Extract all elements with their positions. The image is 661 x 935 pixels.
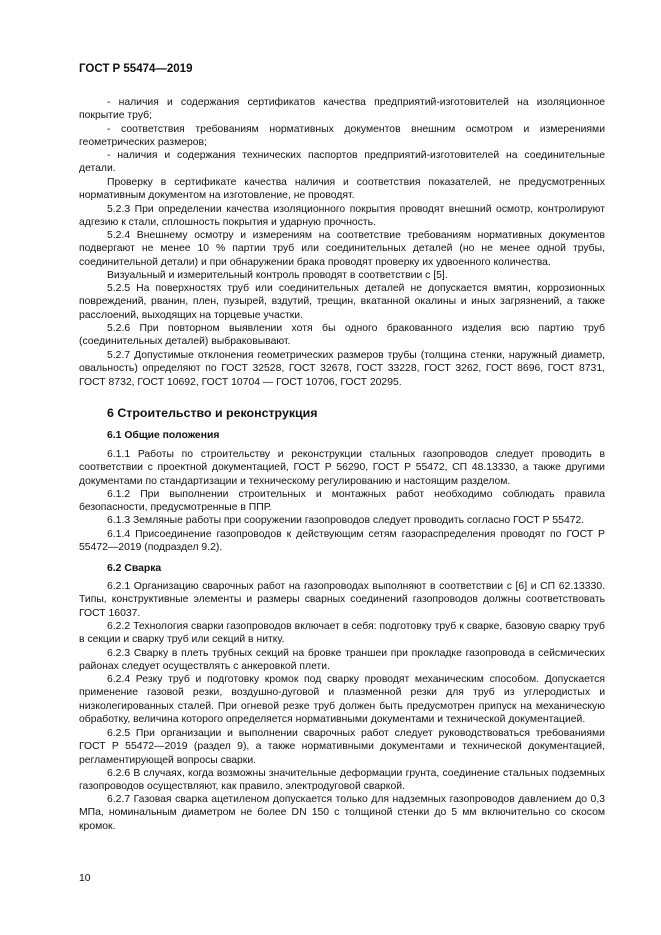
paragraph: 5.2.3 При определении качества изоляционного покрытия проводят внешний осмотр, контролируют адгезию к стали, сплошность покрытия и ударную прочность. — [79, 204, 605, 229]
page-number: 10 — [79, 873, 91, 884]
paragraph: 6.2.4 Резку труб и подготовку кромок под сварку проводят механическим способом. Допускается применение газовой резки, воздушно-дуговой и плазменной резки для труб из углеродистых и низколегированных сталей. При огневой резке труб должен быть предусмотрен припуск на механическую обработку, величина которого определяется нормативными документами и технической документацией. — [79, 674, 605, 726]
paragraph: 6.1.3 Земляные работы при сооружении газопроводов следует проводить согласно ГОСТ Р 55472. — [107, 515, 585, 526]
paragraph: 6.2.6 В случаях, когда возможны значительные деформации грунта, соединение стальных подземных газопроводов осуществляют, как правило, электродуговой сваркой. — [79, 768, 605, 793]
paragraph: 5.2.6 При повторном выявлении хотя бы одного бракованного изделия всю партию труб (соединительных деталей) выбраковывают. — [79, 323, 605, 348]
paragraph: 5.2.5 На поверхностях труб или соединительных деталей не допускается вмятин, коррозионных повреждений, рванин, плен, пузырей, вздутий, трещин, вкатанной окалины и иных загрязнений, а также расслоений, выходящих на торцевые участки. — [79, 283, 605, 321]
paragraph: 5.2.4 Внешнему осмотру и измерениям на соответствие требованиям нормативных документов подвергают не менее 10 % партии труб или соединительных деталей (но не менее одной трубы, соединительной детали) и при обнаружении брака проводят проверку их удвоенного количества. — [79, 230, 605, 268]
paragraph: 6.2.2 Технология сварки газопроводов включает в себя: подготовку труб к сварке, базовую сварку труб в секции и сварку труб или секций в нитку. — [79, 621, 605, 646]
subsection-title: 6.1 Общие положения — [107, 430, 220, 441]
paragraph: 6.1.1 Работы по строительству и реконструкции стальных газопроводов следует проводить в соответствии с проектной документацией, ГОСТ Р 56290, ГОСТ Р 55472, СП 48.13330, а также другими документами по стандартизации и техническому регулированию и настоящим разделом. — [79, 449, 605, 487]
paragraph: 5.2.7 Допустимые отклонения геометрических размеров трубы (толщина стенки, наружный диаметр, овальность) определяют по ГОСТ 32528, ГОСТ 32678, ГОСТ 33228, ГОСТ 3262, ГОСТ 8696, ГОСТ 8731, ГОСТ 8732, ГОСТ 10692, ГОСТ 10704 — ГОСТ 10706, ГОСТ 20295. — [79, 350, 605, 388]
paragraph: - наличия и содержания технических паспортов предприятий-изготовителей на соединительные детали. — [79, 150, 605, 175]
document-header: ГОСТ Р 55474—2019 — [79, 63, 193, 75]
section-title: 6 Строительство и реконструкция — [107, 406, 318, 420]
paragraph: - соответствия требованиям нормативных документов внешним осмотром и измерениями геометрических размеров; — [79, 124, 605, 149]
paragraph: 6.2.1 Организацию сварочных работ на газопроводах выполняют в соответствии с [6] и СП 62.13330. Типы, конструктивные элементы и размеры сварных соединений газопроводов должны соответствовать ГОСТ 16037. — [79, 581, 605, 619]
paragraph: - наличия и содержания сертификатов качества предприятий-изготовителей на изоляционное покрытие труб; — [79, 97, 605, 122]
paragraph: 6.1.2 При выполнении строительных и монтажных работ необходимо соблюдать правила безопасности, предусмотренные в ППР. — [79, 489, 605, 514]
paragraph: Проверку в сертификате качества наличия и соответствия показателей, не предусмотренных нормативным документом на изготовление, не проводят. — [79, 177, 605, 202]
paragraph: 6.2.7 Газовая сварка ацетиленом допускается только для надземных газопроводов давлением до 0,3 МПа, номинальным диаметром не более DN 150 с толщиной стенки до 5 мм включительно со скосом кромок. — [79, 794, 605, 832]
paragraph: 6.1.4 Присоединение газопроводов к действующим сетям газораспределения проводят по ГОСТ Р 55472—2019 (подраздел 9.2). — [79, 529, 605, 554]
paragraph: 6.2.3 Сварку в плеть трубных секций на бровке траншеи при прокладке газопровода в сейсмических районах следует осуществлять с анкеровкой плети. — [79, 648, 605, 673]
paragraph: 6.2.5 При организации и выполнении сварочных работ следует руководствоваться требованиями ГОСТ Р 55472—2019 (раздел 9), а также нормативными документами и технической документацией, регламентирующей вопросы сварки. — [79, 728, 605, 766]
paragraph: Визуальный и измерительный контроль проводят в соответствии с [5]. — [107, 270, 448, 281]
subsection-title: 6.2 Сварка — [107, 563, 162, 574]
